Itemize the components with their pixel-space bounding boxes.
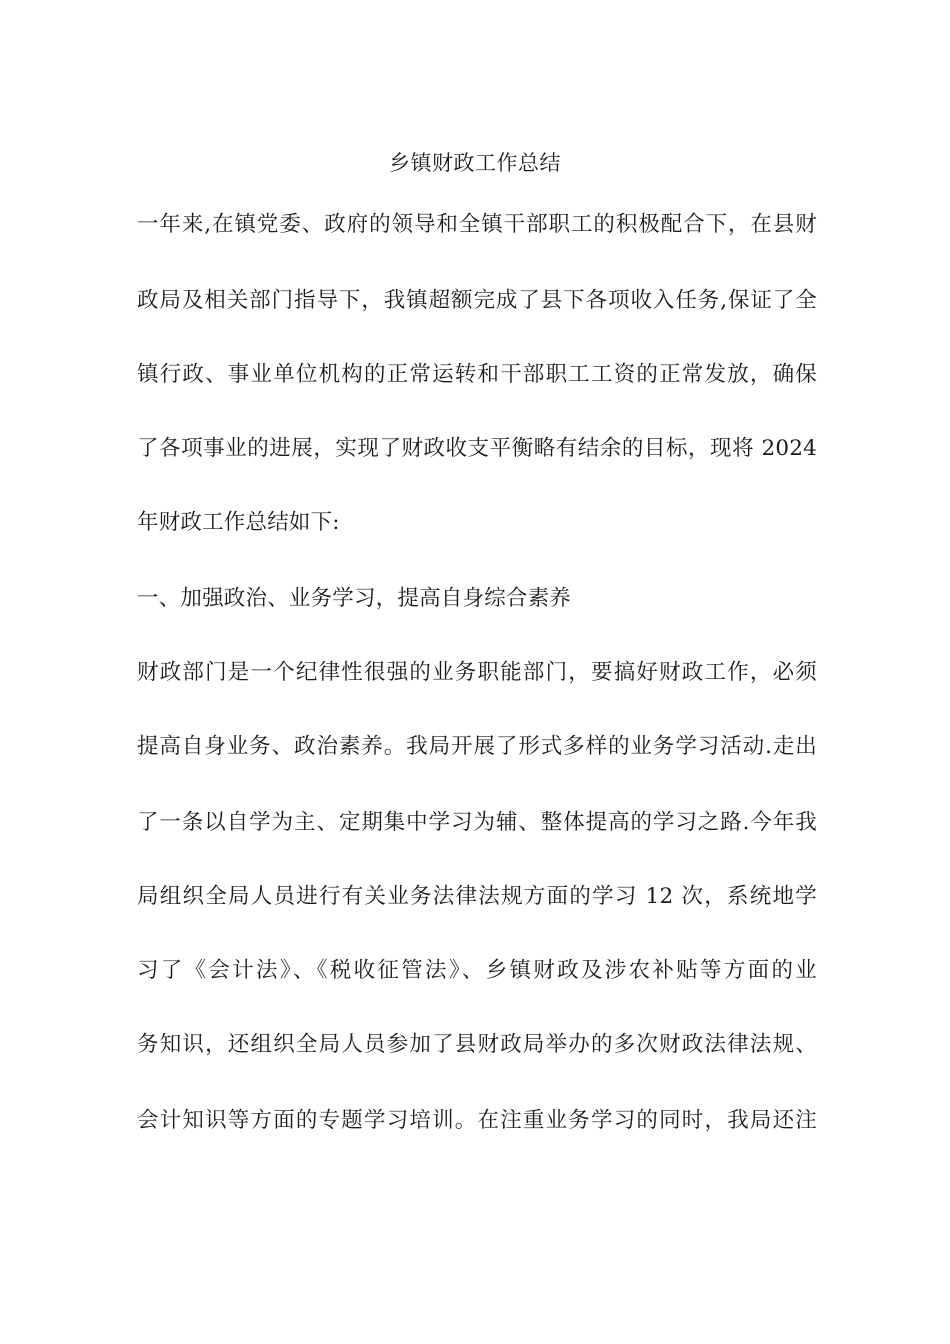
paragraph-line: 镇行政、事业单位机构的正常运转和干部职工工资的正常发放，确保 — [137, 362, 817, 387]
paragraph-line: 一年来,在镇党委、政府的领导和全镇干部职工的积极配合下，在县财 — [137, 212, 817, 237]
paragraph-line: 了一条以自学为主、定期集中学习为辅、整体提高的学习之路.今年我 — [137, 810, 817, 835]
paragraph-line: 会计知识等方面的专题学习培训。在注重业务学习的同时，我局还注 — [137, 1108, 817, 1133]
paragraph-line: 习了《会计法》、《税收征管法》、乡镇财政及涉农补贴等方面的业 — [137, 958, 817, 983]
section-heading: 一、加强政治、业务学习，提高自身综合素养 — [137, 586, 572, 611]
paragraph-line: 提高自身业务、政治素养。我局开展了形式多样的业务学习活动.走出 — [137, 734, 817, 759]
paragraph-line: 年财政工作总结如下: — [137, 510, 340, 535]
paragraph-line: 了各项事业的进展，实现了财政收支平衡略有结余的目标，现将 2024 — [137, 436, 817, 461]
paragraph-line: 务知识，还组织全局人员参加了县财政局举办的多次财政法律法规、 — [137, 1032, 817, 1057]
paragraph-line: 政局及相关部门指导下，我镇超额完成了县下各项收入任务,保证了全 — [137, 288, 817, 313]
document-title: 乡镇财政工作总结 — [389, 151, 561, 175]
paragraph-line: 局组织全局人员进行有关业务法律法规方面的学习 12 次，系统地学 — [137, 884, 817, 909]
paragraph-line: 财政部门是一个纪律性很强的业务职能部门，要搞好财政工作，必须 — [137, 660, 817, 685]
